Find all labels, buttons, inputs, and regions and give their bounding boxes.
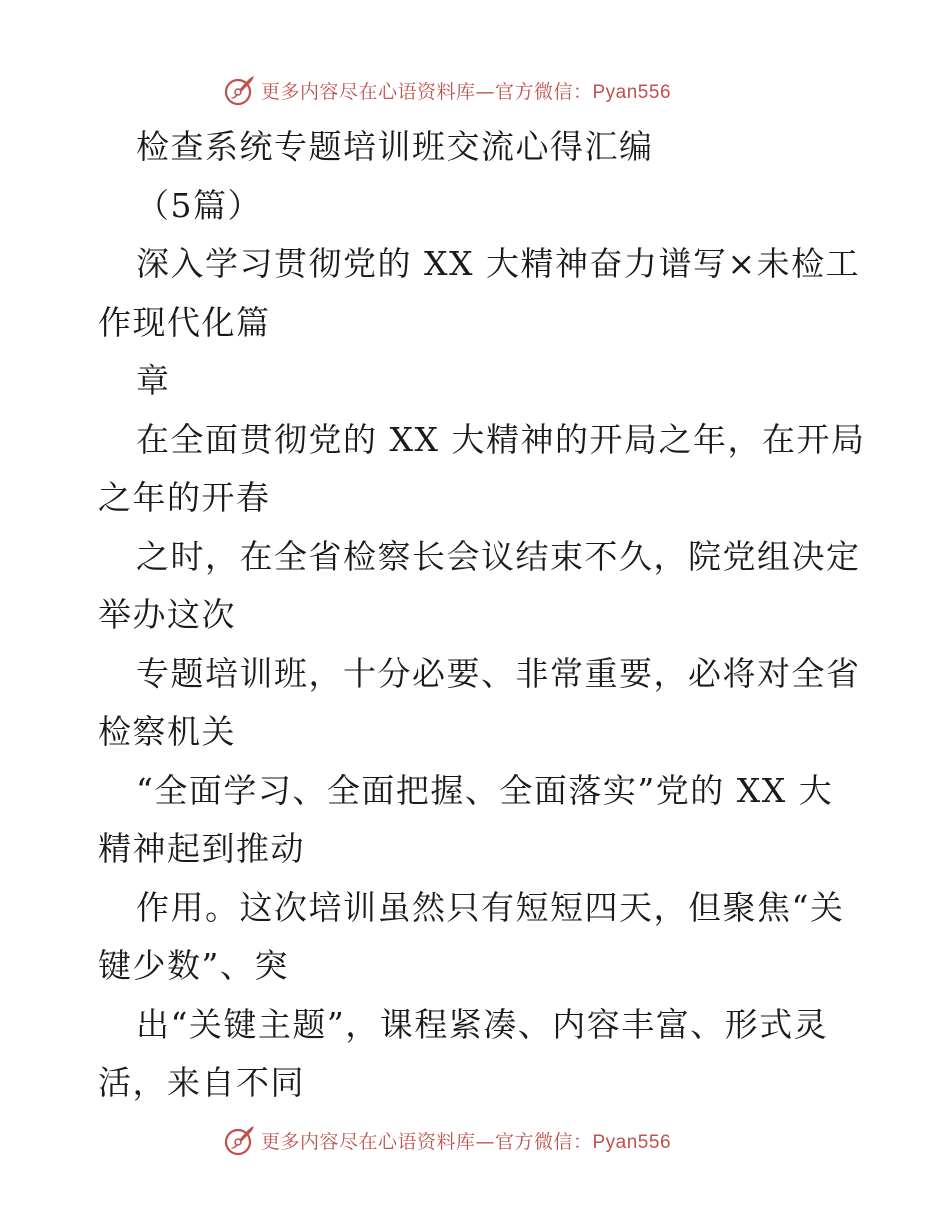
document-subtitle: （5篇） bbox=[136, 185, 262, 225]
paragraph-line: 深入学习贯彻党的 XX 大精神奋力谱写×未检工 bbox=[136, 244, 861, 283]
document-title: 检查系统专题培训班交流心得汇编 bbox=[136, 127, 654, 166]
paragraph-line: 活，来自不同 bbox=[98, 1063, 305, 1102]
paragraph-line: 举办这次 bbox=[98, 595, 236, 634]
header-banner bbox=[0, 70, 950, 110]
document-body bbox=[98, 118, 866, 1113]
paragraph-line: “全面学习、全面把握、全面落实”党的 XX 大 bbox=[136, 770, 834, 810]
footer-banner bbox=[0, 1120, 950, 1160]
paragraph-line: 键少数”、突 bbox=[98, 946, 289, 985]
paragraph-line: 作现代化篇 bbox=[98, 302, 271, 342]
paragraph-line: 章 bbox=[136, 361, 171, 400]
paragraph-line: 专题培训班，十分必要、非常重要，必将对全省 bbox=[136, 653, 861, 693]
paragraph-line: 出“关键主题”，课程紧凑、内容丰富、形式灵 bbox=[136, 1004, 829, 1044]
paragraph-line: 检察机关 bbox=[98, 712, 236, 751]
paragraph-line: 作用。这次培训虽然只有短短四天，但聚焦“关 bbox=[136, 887, 845, 927]
quill-pen-circle-icon bbox=[223, 1123, 257, 1157]
paragraph-line: 之年的开春 bbox=[98, 478, 271, 517]
paragraph-line: 在全面贯彻党的 XX 大精神的开局之年，在开局 bbox=[136, 419, 866, 459]
banner-text: 更多内容尽在心语资料库—官方微信：Pyan556 bbox=[260, 80, 672, 103]
paragraph-line: 精神起到推动 bbox=[98, 829, 305, 868]
quill-pen-circle-icon bbox=[223, 73, 257, 107]
paragraph-line: 之时，在全省检察长会议结束不久，院党组决定 bbox=[136, 536, 861, 576]
banner-text: 更多内容尽在心语资料库—官方微信：Pyan556 bbox=[260, 1130, 672, 1153]
